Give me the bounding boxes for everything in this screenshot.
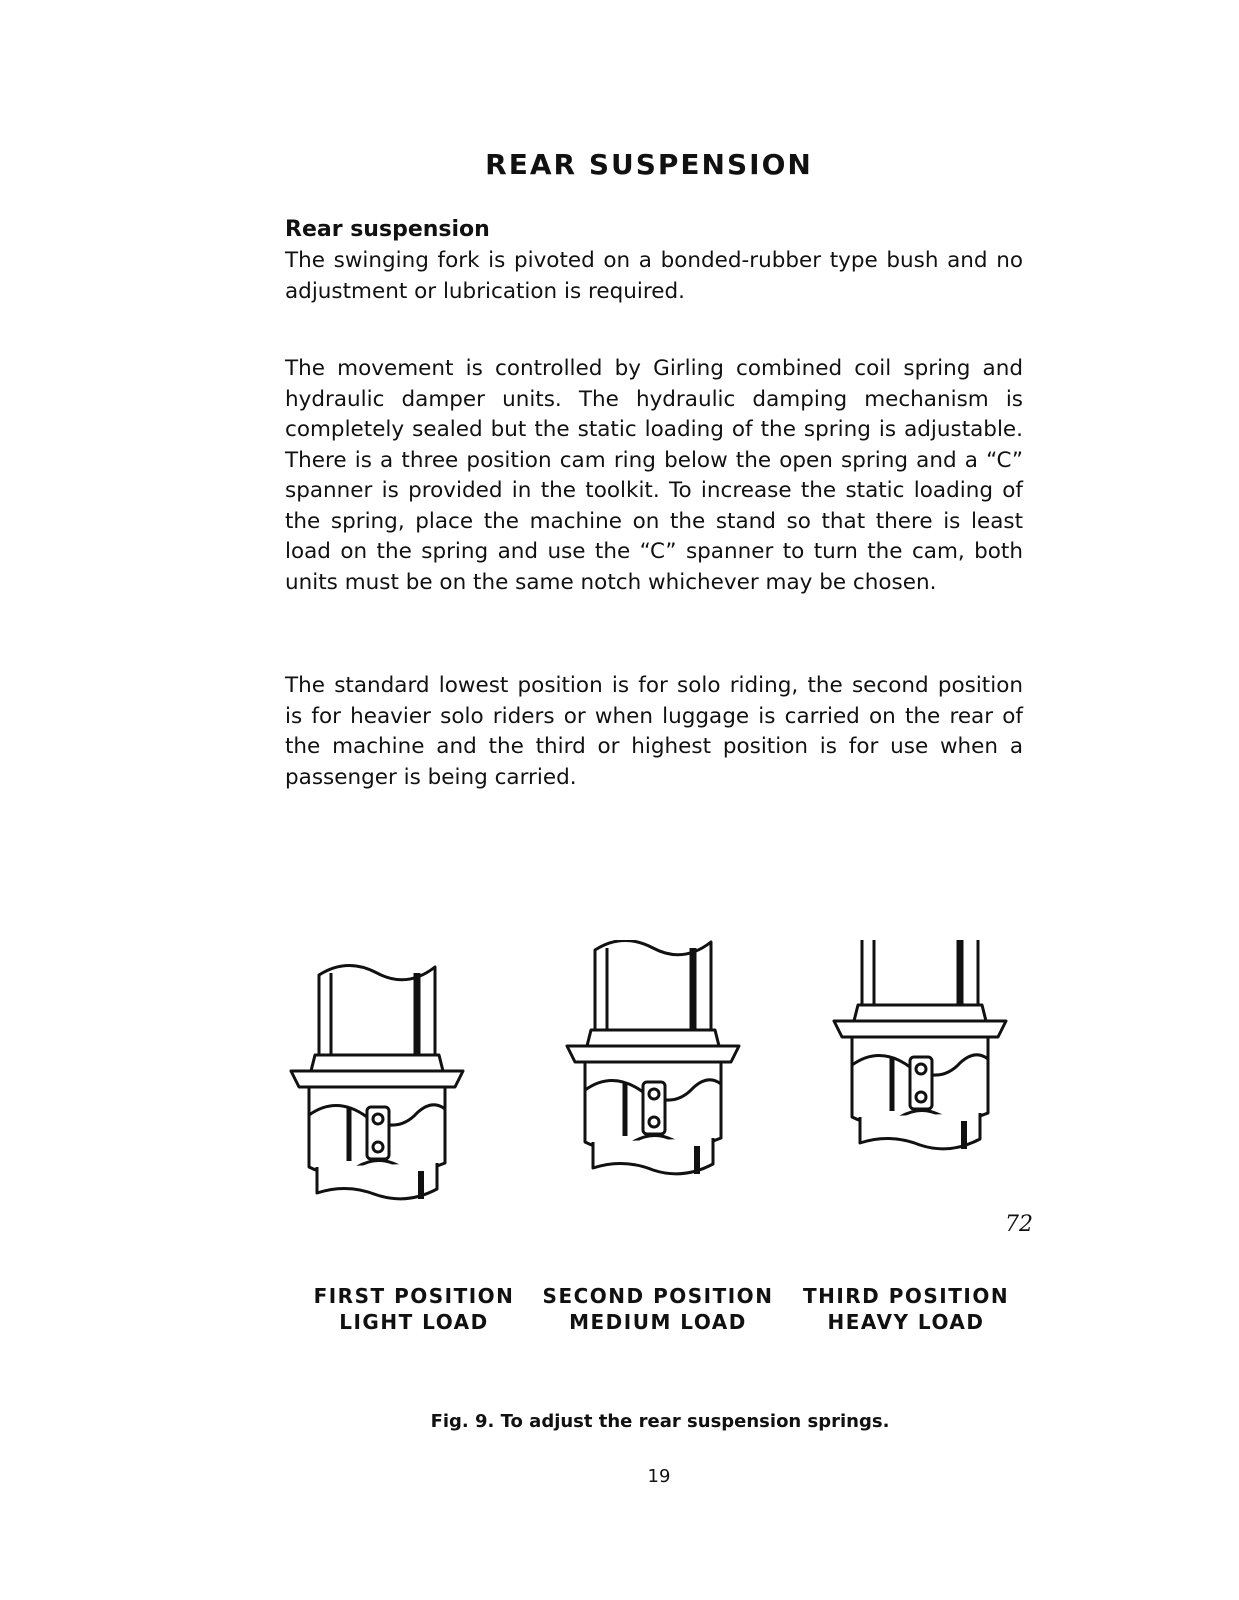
- second-position-caption: [528, 1283, 788, 1335]
- first-position-load: LIGHT LOAD: [339, 1310, 489, 1334]
- third-position-unit: [834, 940, 1006, 1149]
- second-position-label: SECOND POSITION: [542, 1284, 774, 1308]
- third-position-caption: [776, 1283, 1036, 1335]
- first-position-caption: [284, 1283, 544, 1335]
- first-position-label: FIRST POSITION: [313, 1284, 515, 1308]
- third-position-load: HEAVY LOAD: [827, 1310, 985, 1334]
- second-position-unit: [567, 940, 739, 1174]
- third-position-label: THIRD POSITION: [802, 1284, 1010, 1308]
- paragraph-3: The standard lowest position is for solo riding, the second position is for heavier solo riders or when luggage is carried on the rear of the machine and the third or highest position is for use when a passenger is being carried.: [285, 673, 1023, 790]
- figure-number: 72: [1005, 1212, 1033, 1237]
- first-position-unit: [291, 965, 463, 1199]
- second-position-load: MEDIUM LOAD: [569, 1310, 747, 1334]
- page-number: 19: [647, 1466, 671, 1487]
- paragraph-1: The swinging fork is pivoted on a bonded-rubber type bush and no adjustment or lubrication is required.: [285, 248, 1023, 304]
- section-heading: Rear suspension: [285, 217, 490, 242]
- paragraph-2: The movement is controlled by Girling combined coil spring and hydraulic damper units. The hydraulic damping mechanism is completely sealed but the static loading of the spring is adjustable. There is a three position cam ring below the open spring and a “C” spanner is provided in the toolkit. To increase the static loading of the spring, place the machine on the stand so that there is least load on the spring and use the “C” spanner to turn the cam, both units must be on the same notch whichever may be chosen.: [285, 356, 1023, 595]
- suspension-unit-illustration: [270, 940, 1050, 1240]
- page-title: REAR SUSPENSION: [485, 148, 813, 181]
- figure-caption: Fig. 9. To adjust the rear suspension springs.: [430, 1411, 890, 1432]
